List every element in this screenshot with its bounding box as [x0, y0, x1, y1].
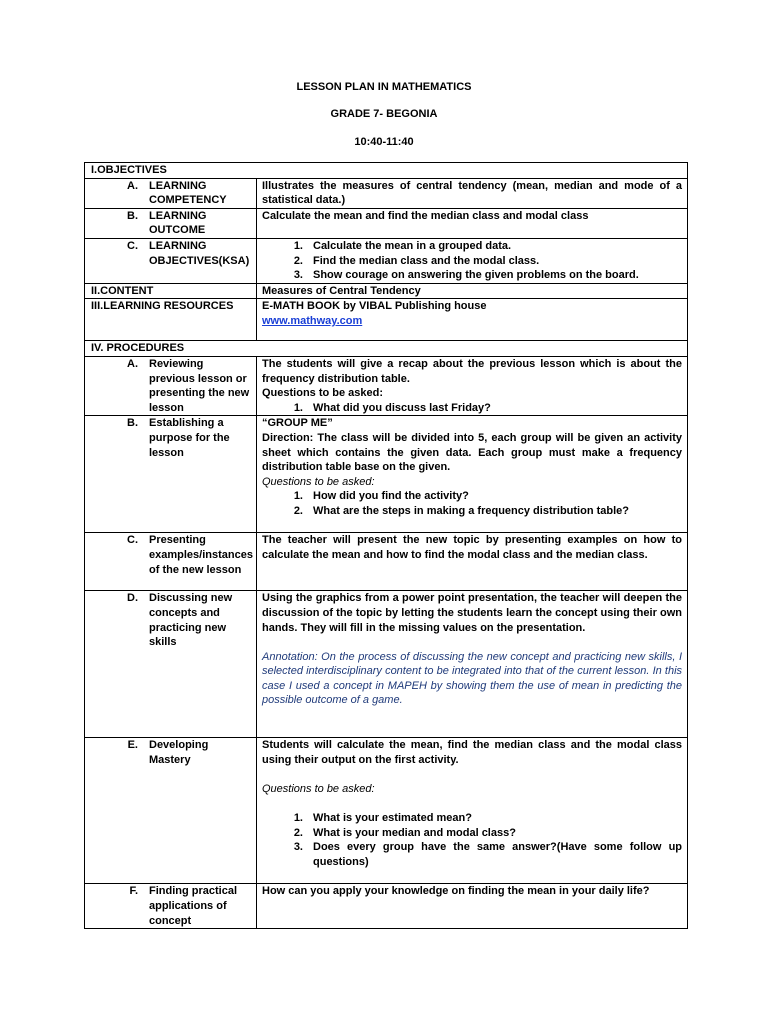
procedure-d-text: Using the graphics from a power point presentation, the teacher will deepen the discussion of the topic by letting the students learn the concept using their own hands. They will fill in the missing values on the presentation.: [262, 592, 683, 634]
procedures-heading-row: [85, 341, 688, 357]
procedure-d-row: [85, 591, 688, 738]
annotation-text: Annotation: On the process of discussing the new concept and practicing new skills, I selected interdisciplinary content to be integrated into that of the current lesson. In this case I used a concept in MAPEH by showing them the use of mean in predicting the possible outcome of a game.: [262, 650, 683, 707]
resource-book: E-MATH BOOK by VIBAL Publishing house: [262, 300, 487, 313]
learning-competency-row: [85, 178, 688, 208]
procedure-b-row: [85, 416, 688, 533]
learning-competency-label: LEARNING COMPETENCY: [149, 179, 227, 207]
procedure-d-label: Discussing new concepts and practicing new skills: [149, 592, 233, 649]
learning-objectives-label: LEARNING OBJECTIVES(KSA): [149, 239, 250, 267]
row-letter: A.: [127, 179, 138, 192]
list-item: 3. Show courage on answering the given problems on the board.: [293, 269, 639, 282]
resources-row: [85, 299, 688, 341]
list-item: 1. How did you find the activity?: [293, 490, 469, 503]
row-letter: F.: [129, 885, 138, 898]
questions-list: [262, 401, 682, 416]
questions-label: Questions to be asked:: [262, 475, 375, 488]
resource-link[interactable]: www.mathway.com: [262, 314, 363, 327]
objectives-heading-row: [85, 163, 688, 179]
procedure-b-text: Direction: The class will be divided into 5, each group will be given an activity sheet which contains the given data. Each group must make a frequency distribution table base on the given.: [262, 431, 683, 474]
lesson-plan-table: [84, 162, 688, 929]
procedure-e-label: Developing Mastery: [149, 739, 209, 766]
procedure-f-row: [85, 884, 688, 929]
row-letter: B.: [127, 209, 138, 222]
learning-outcome-label: LEARNING OUTCOME: [149, 209, 207, 237]
content-row: [85, 283, 688, 299]
procedure-a-text: The students will give a recap about the previous lesson which is about the frequency distribution table.: [262, 357, 683, 385]
content-text: Measures of Central Tendency: [257, 283, 688, 299]
procedure-a-row: [85, 356, 688, 415]
procedure-c-label: Presenting examples/instances of the new lesson: [149, 534, 253, 576]
row-letter: D.: [127, 592, 138, 605]
list-item: 1. What is your estimated mean?: [293, 812, 472, 825]
questions-label: Questions to be asked:: [262, 783, 375, 796]
procedure-f-label: Finding practical applications of concept: [149, 885, 238, 927]
class-time: 10:40-11:40: [354, 136, 414, 148]
procedure-f-text: How can you apply your knowledge on finding the mean in your daily life?: [257, 884, 688, 929]
procedure-e-row: [85, 738, 688, 884]
questions-list: [262, 811, 682, 869]
document-title: LESSON PLAN IN MATHEMATICS: [296, 81, 472, 93]
list-item: 1. What did you discuss last Friday?: [293, 401, 491, 414]
grade-section: GRADE 7- BEGONIA: [330, 108, 438, 120]
procedures-heading: IV. PROCEDURES: [85, 341, 688, 357]
questions-label: Questions to be asked:: [262, 387, 384, 400]
objectives-heading: I.OBJECTIVES: [85, 163, 688, 179]
objectives-list: [262, 239, 682, 283]
learning-outcome-text: Calculate the mean and find the median class and modal class: [257, 208, 688, 238]
row-letter: A.: [127, 357, 138, 370]
activity-title: “GROUP ME”: [262, 417, 333, 430]
content-label: II.CONTENT: [85, 283, 257, 299]
resources-label: III.LEARNING RESOURCES: [85, 299, 257, 341]
row-letter: C.: [127, 534, 138, 547]
questions-list: [262, 489, 682, 518]
list-item: 3. Does every group have the same answer?(Have some follow up questions): [293, 841, 683, 869]
row-letter: E.: [127, 739, 138, 752]
learning-outcome-row: [85, 208, 688, 238]
procedure-e-text: Students will calculate the mean, find the median class and the modal class using their output on the first activity.: [262, 739, 683, 766]
procedure-b-label: Establishing a purpose for the lesson: [149, 417, 230, 459]
list-item: 2. What is your median and modal class?: [293, 826, 516, 839]
learning-competency-text: Illustrates the measures of central tendency (mean, median and mode of a statistical data.): [257, 178, 688, 208]
learning-objectives-row: [85, 238, 688, 283]
procedure-c-text: The teacher will present the new topic by presenting examples on how to calculate the mean and how to find the modal class and the median class.: [257, 533, 688, 591]
procedure-a-label: Reviewing previous lesson or presenting the new lesson: [149, 357, 250, 414]
list-item: 2. Find the median class and the modal class.: [293, 254, 540, 267]
procedure-c-row: [85, 533, 688, 591]
row-letter: C.: [127, 239, 138, 252]
row-letter: B.: [127, 417, 138, 430]
list-item: 2. What are the steps in making a frequency distribution table?: [293, 504, 629, 517]
list-item: 1. Calculate the mean in a grouped data.: [293, 239, 512, 252]
